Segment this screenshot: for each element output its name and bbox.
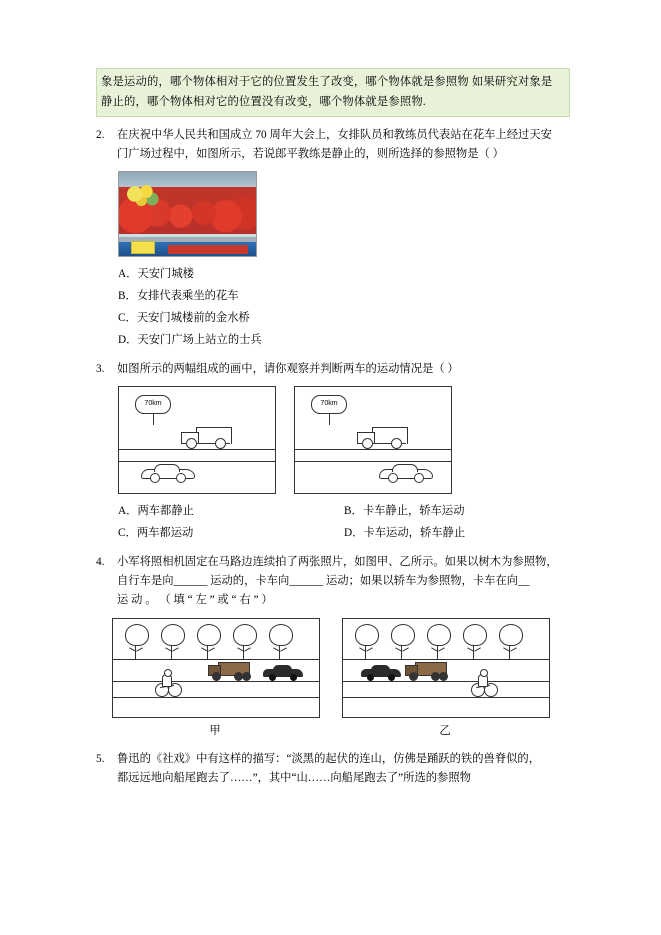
- speed-limit-unit: km: [328, 400, 338, 407]
- option-b: B．卡车静止，轿车运动: [344, 505, 465, 517]
- panel-caption-jia: 甲: [209, 725, 221, 737]
- lorry: [405, 659, 447, 681]
- option-a: A．天安门城楼: [118, 268, 194, 280]
- lorry: [208, 659, 250, 681]
- speed-limit-value: 70: [320, 400, 329, 407]
- highlighted-paragraph: [96, 68, 570, 117]
- tree-icon: [233, 623, 257, 659]
- bicycle: [471, 670, 497, 697]
- question-2-options: [96, 263, 570, 351]
- figure4-panel-yi: [342, 618, 550, 718]
- road-two-photo-figure: [112, 618, 570, 741]
- speed-limit-unit: km: [152, 400, 162, 407]
- option-c: C．两车都运动: [118, 527, 194, 539]
- sedan: [361, 663, 403, 681]
- figure3-panel-2: [294, 386, 452, 494]
- tree-icon: [427, 623, 451, 659]
- option-a: A．两车都静止: [118, 505, 194, 517]
- tree-icon: [161, 623, 185, 659]
- question-5: [96, 750, 570, 788]
- question-4-number: 4.: [96, 556, 105, 568]
- option-d: D．卡车运动，轿车静止: [344, 527, 466, 539]
- question-5-number: 5.: [96, 753, 105, 765]
- question-3-line-1: 如图所示的两幅组成的画中，请你观察并判断两车的运动情况是（ ）: [117, 363, 459, 375]
- question-2-number: 2.: [96, 129, 105, 141]
- sign-post: [153, 413, 154, 425]
- photo-red-banner: [168, 245, 247, 254]
- tree-icon: [269, 623, 293, 659]
- question-2-line-1: 在庆祝中华人民共和国成立 70 周年大会上，女排队员和教练员代表站在花车上经过天安: [117, 129, 552, 141]
- tree-icon: [355, 623, 379, 659]
- car: [141, 461, 195, 483]
- sedan: [263, 663, 305, 681]
- highlight-line-2: 静止的，哪个物体相对它的位置没有改变，哪个物体就是参照物.: [101, 96, 426, 108]
- question-4-line-2: 自行车是向______ 运动的，卡车向______ 运动；如果以轿车为参照物，卡车在向__: [117, 575, 530, 587]
- question-4-line-3: 运 动 。 （ 填 “ 左 ” 或 “ 右 ” ）: [117, 594, 273, 606]
- option-d: D．天安门广场上站立的士兵: [118, 334, 262, 346]
- photo-flowers: [124, 184, 160, 209]
- document-content: [96, 68, 570, 788]
- figure3-panel-1: [118, 386, 276, 494]
- question-5-line-1: 鲁迅的《社戏》中有这样的描写：“淡黑的起伏的连山，仿佛是踊跃的铁的兽脊似的，: [117, 753, 541, 765]
- question-2: [96, 126, 570, 351]
- tree-icon: [463, 623, 487, 659]
- question-5-line-2: 都远远地向船尾跑去了……”，其中“山……向船尾跑去了”所选的参照物: [117, 772, 471, 784]
- national-day-float-photo: [118, 171, 570, 257]
- photo-yellow-panel: [131, 241, 155, 254]
- question-4: [96, 553, 570, 741]
- tree-icon: [391, 623, 415, 659]
- tree-icon: [197, 623, 221, 659]
- figure4-panel-jia: [112, 618, 320, 718]
- question-3-number: 3.: [96, 363, 105, 375]
- option-b: B．女排代表乘坐的花车: [118, 290, 239, 302]
- option-c: C．天安门城楼前的金水桥: [118, 312, 250, 324]
- highlight-line-1: 象是运动的，哪个物体相对于它的位置发生了改变，哪个物体就是参照物 如果研究对象是: [101, 76, 553, 88]
- sign-post: [329, 413, 330, 425]
- question-2-line-2: 门广场过程中，如图所示，若说郎平教练是静止的，则所选择的参照物是（ ）: [117, 148, 504, 160]
- tree-icon: [125, 623, 149, 659]
- tree-icon: [499, 623, 523, 659]
- question-3: [96, 360, 570, 544]
- two-frame-truck-car-figure: [118, 386, 570, 494]
- bicycle: [155, 670, 181, 697]
- truck: [357, 418, 407, 449]
- speed-limit-value: 70: [144, 400, 153, 407]
- car: [379, 461, 433, 483]
- panel-caption-yi: 乙: [439, 725, 451, 737]
- speed-limit-sign: [135, 395, 171, 414]
- truck: [181, 418, 231, 449]
- question-3-options: [96, 500, 570, 544]
- speed-limit-sign: [311, 395, 347, 414]
- question-4-line-1: 小军将照相机固定在马路边连续拍了两张照片，如图甲、乙所示。如果以树木为参照物，: [117, 556, 558, 568]
